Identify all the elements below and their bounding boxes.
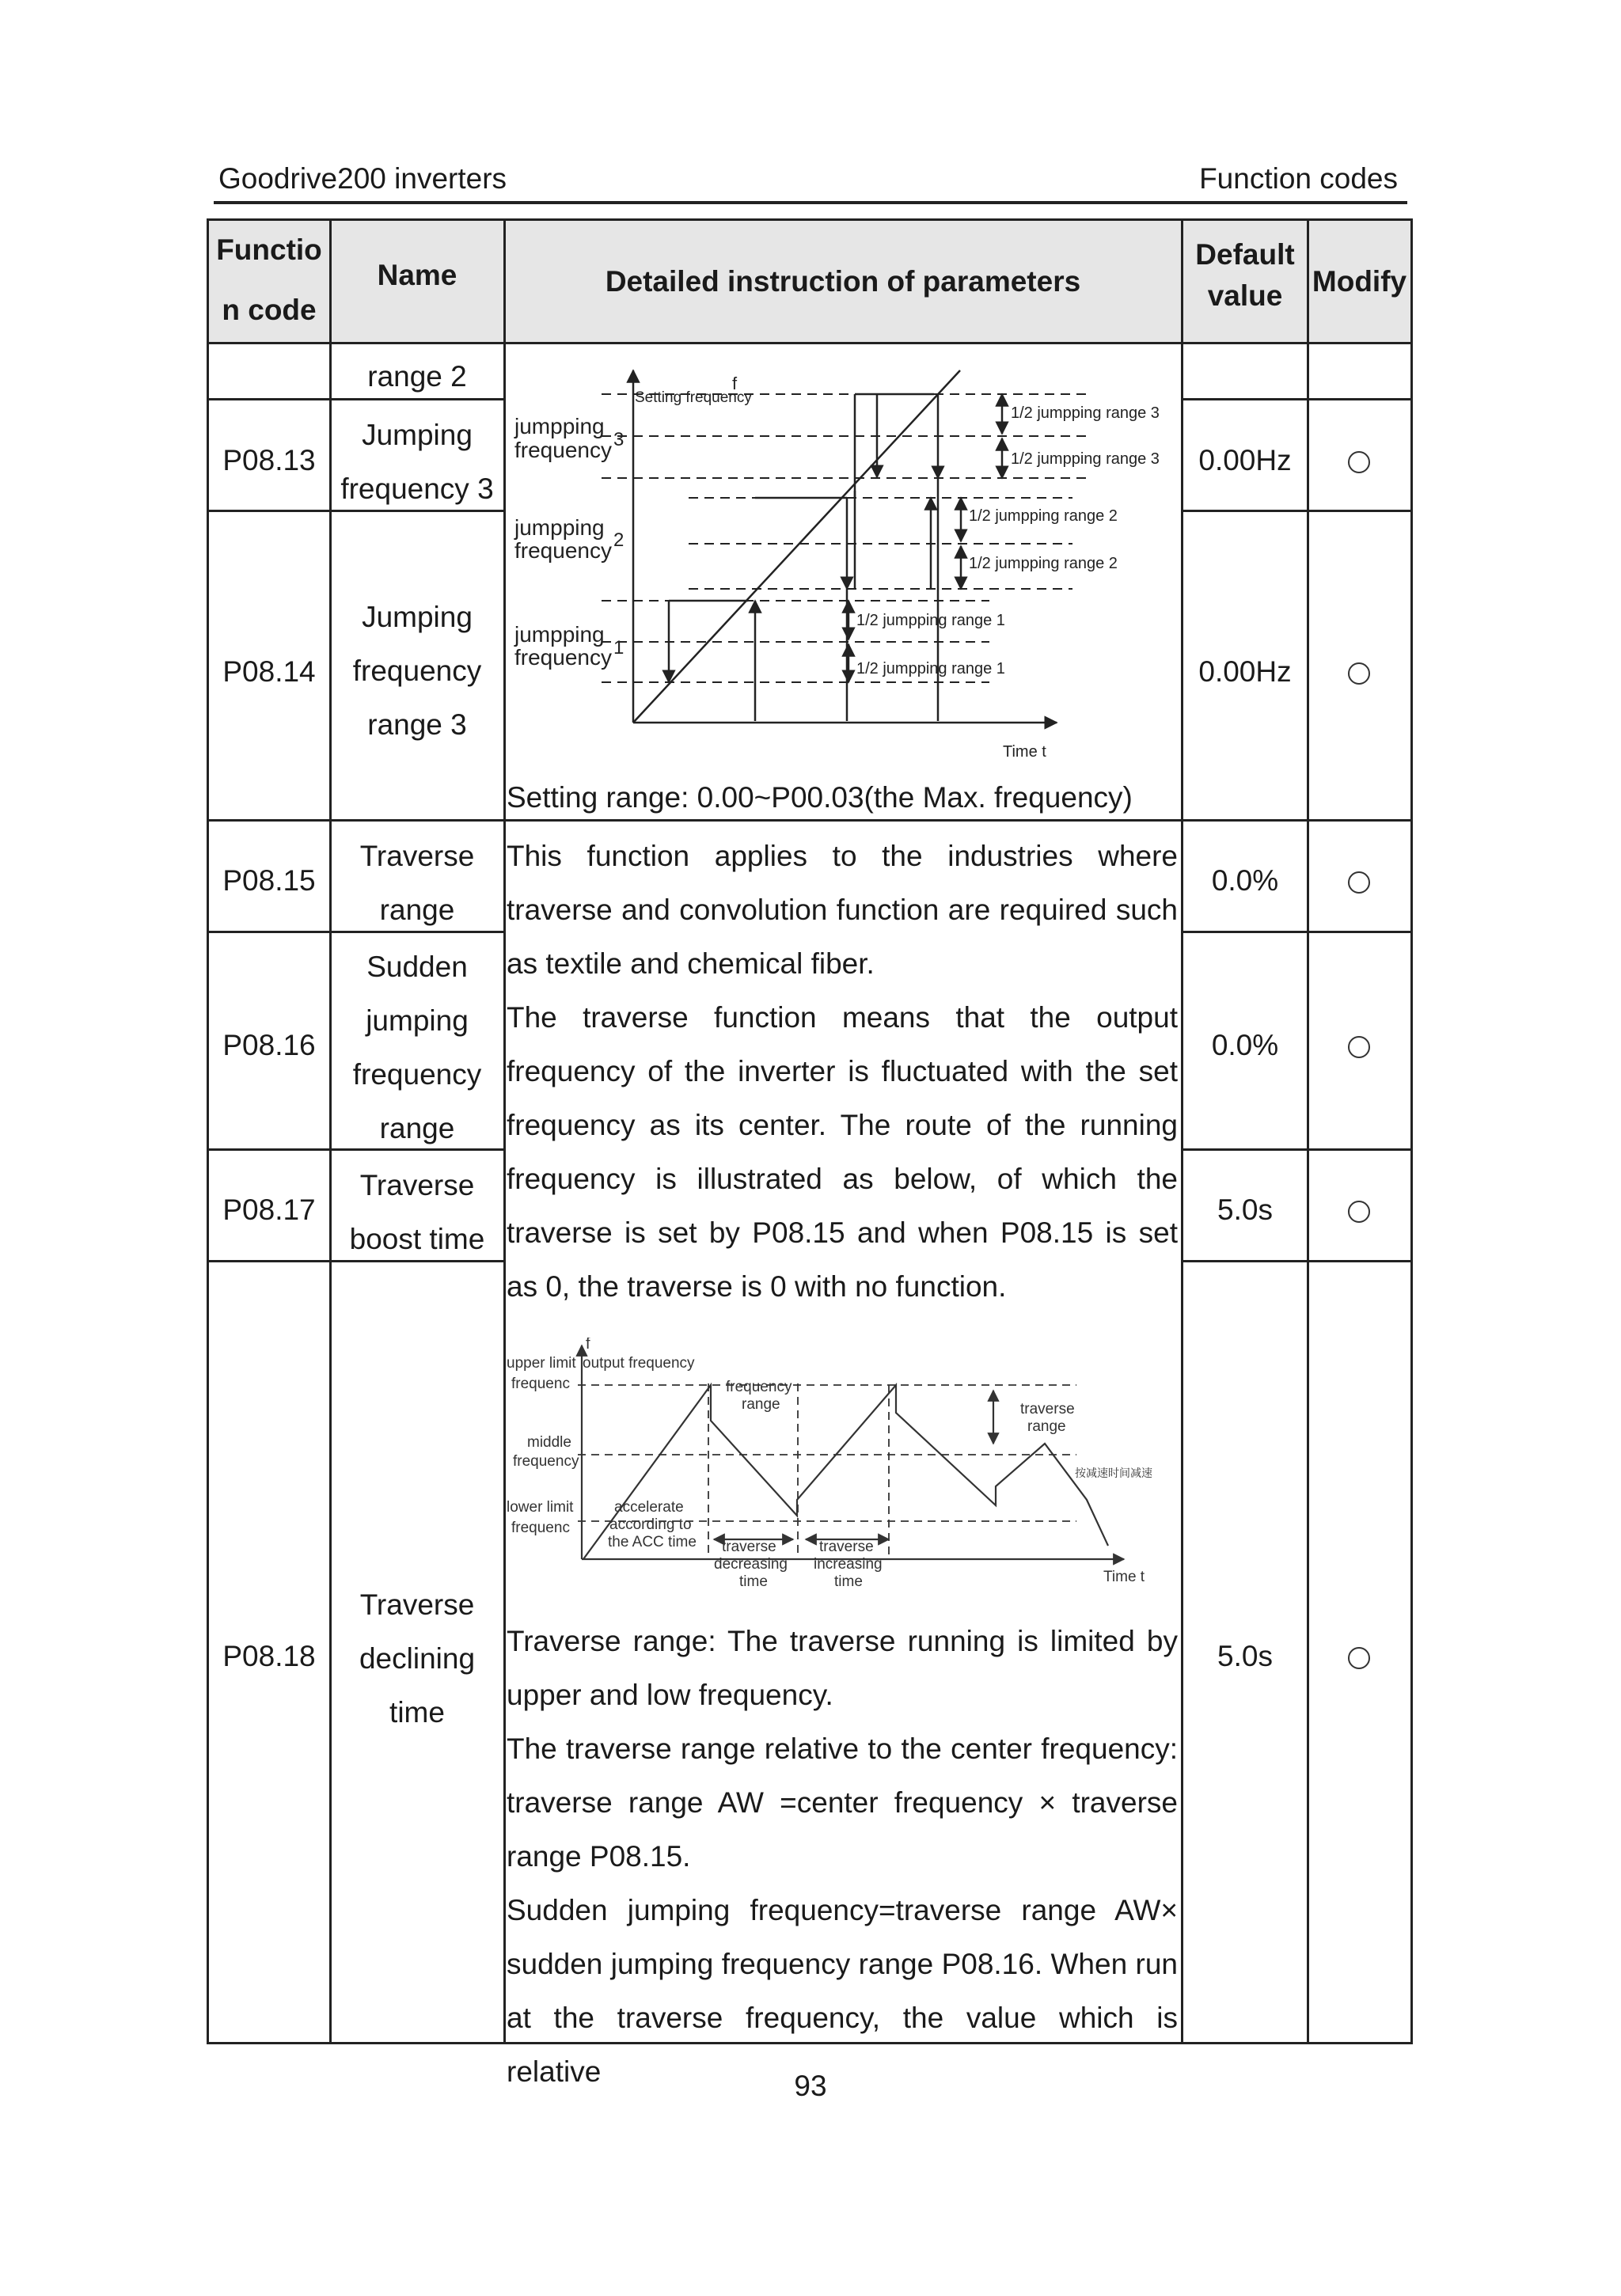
range-label: 1/2 jumpping range 3 bbox=[1011, 450, 1160, 468]
function-code: P08.16 bbox=[222, 1029, 316, 1061]
function-code: P08.14 bbox=[222, 655, 316, 688]
table-divider bbox=[1181, 218, 1183, 2044]
y-axis-title: Setting frequency bbox=[635, 389, 752, 406]
level-label: frequency bbox=[514, 538, 612, 563]
decreasing-time-label: traverse bbox=[722, 1539, 776, 1555]
upper-limit-label: frequenc bbox=[511, 1376, 570, 1392]
table-border-left bbox=[207, 218, 209, 2044]
table-divider bbox=[1307, 218, 1309, 2044]
deceleration-note: 按减速时间减速 bbox=[1075, 1467, 1152, 1479]
x-axis-title: Time t bbox=[1003, 743, 1046, 761]
level-label: frequency bbox=[514, 438, 612, 462]
level-label: jumpping bbox=[514, 622, 605, 647]
level-label: jumpping bbox=[514, 414, 605, 438]
range-label: 1/2 jumpping range 1 bbox=[856, 660, 1005, 677]
level-label: frequency bbox=[514, 645, 612, 670]
decreasing-time-label: decreasing bbox=[714, 1556, 788, 1573]
row-rule bbox=[1181, 931, 1413, 933]
modify-circle-icon bbox=[1348, 451, 1370, 473]
middle-label: frequency bbox=[513, 1453, 579, 1470]
level-index: 2 bbox=[613, 529, 624, 551]
table-border-right bbox=[1410, 218, 1413, 2044]
function-code: P08.13 bbox=[222, 444, 316, 476]
name-cell: Jumping frequency range 3 bbox=[352, 601, 482, 741]
y-axis-letter: f bbox=[586, 1338, 590, 1353]
column-header-modify: Modify bbox=[1312, 265, 1407, 298]
name-cell: Traverse boost time bbox=[349, 1169, 485, 1255]
column-header-name: Name bbox=[377, 259, 457, 291]
traverse-range-explanation: Traverse range: The traverse running is limited by upper and low frequency. The traverse range relative to the center frequency: traverse range AW =center frequency × traverse range P08.15. Sudden jumping frequency=traverse range AW× sudden jumping frequency range P08.16. When run at the traverse frequency, the value which is relative bbox=[507, 1625, 1178, 2088]
function-code: P08.17 bbox=[222, 1194, 316, 1226]
function-code: P08.18 bbox=[222, 1640, 316, 1672]
default-value: 5.0s bbox=[1217, 1640, 1273, 1672]
lower-limit-label: frequenc bbox=[511, 1520, 570, 1536]
modify-circle-icon bbox=[1348, 1036, 1370, 1058]
traverse-range-label: range bbox=[1027, 1418, 1066, 1435]
row-rule bbox=[1181, 1260, 1413, 1262]
function-code: P08.15 bbox=[222, 864, 316, 897]
increasing-time-label: time bbox=[834, 1573, 863, 1590]
row-rule bbox=[1181, 398, 1413, 400]
row-rule bbox=[1181, 1148, 1413, 1151]
modify-circle-icon bbox=[1348, 662, 1370, 685]
setting-range-text: Setting range: 0.00~P00.03(the Max. frequency) bbox=[507, 781, 1133, 814]
default-value: 0.00Hz bbox=[1198, 655, 1292, 688]
page-number: 93 bbox=[794, 2070, 827, 2102]
frequency-range-label: frequency bbox=[726, 1379, 792, 1395]
modify-circle-icon bbox=[1348, 1201, 1370, 1223]
column-header-code: Functio n code bbox=[216, 233, 322, 326]
modify-circle-icon bbox=[1348, 871, 1370, 894]
level-index: 1 bbox=[613, 637, 624, 658]
header-section: Function codes bbox=[1199, 162, 1398, 195]
modify-circle-icon bbox=[1348, 1647, 1370, 1669]
name-cell: Jumping frequency 3 bbox=[340, 419, 494, 505]
traverse-description: This function applies to the industries where traverse and convolution function are required such as textile and chemical fiber. The traverse function means that the output frequency of the inverter is fluctuated with the set frequency as its center. The route of the running frequency is illustrated as below, of which the traverse is set by P08.15 and when P08.15 is set as 0, the traverse is 0 with no function. bbox=[507, 840, 1178, 1303]
range-label: 1/2 jumpping range 1 bbox=[856, 612, 1005, 629]
default-value: 0.0% bbox=[1211, 864, 1279, 897]
default-value: 0.00Hz bbox=[1198, 444, 1292, 476]
level-label: jumpping bbox=[514, 515, 605, 540]
table-border-top bbox=[207, 218, 1413, 221]
level-index: 3 bbox=[613, 429, 624, 450]
name-cell: Traverse declining time bbox=[359, 1588, 476, 1729]
name-cell: range 2 bbox=[367, 360, 467, 393]
middle-label: middle bbox=[527, 1434, 571, 1451]
traverse-range-label: traverse bbox=[1020, 1401, 1075, 1417]
upper-limit-label: upper limit bbox=[507, 1355, 576, 1372]
y-axis-title: output frequency bbox=[583, 1355, 695, 1372]
decreasing-time-label: time bbox=[739, 1573, 768, 1590]
default-value: 0.0% bbox=[1211, 1029, 1279, 1061]
frequency-range-label: range bbox=[742, 1396, 780, 1413]
default-value: 5.0s bbox=[1217, 1194, 1273, 1226]
increasing-time-label: traverse bbox=[819, 1539, 874, 1555]
accelerate-label: accelerate bbox=[614, 1499, 684, 1516]
row-rule bbox=[1181, 510, 1413, 512]
increasing-time-label: increasing bbox=[814, 1556, 883, 1573]
accelerate-label: according to bbox=[609, 1516, 692, 1533]
jumping-frequency-diagram bbox=[507, 347, 1179, 768]
table-header-rule bbox=[207, 342, 1413, 344]
table-divider bbox=[503, 218, 506, 2044]
x-axis-title: Time t bbox=[1103, 1569, 1145, 1585]
range-label: 1/2 jumpping range 3 bbox=[1011, 404, 1160, 422]
range-label: 1/2 jumpping range 2 bbox=[969, 555, 1118, 572]
column-header-default: Default value bbox=[1195, 238, 1295, 312]
range-label: 1/2 jumpping range 2 bbox=[969, 507, 1118, 525]
name-cell: Sudden jumping frequency range bbox=[352, 951, 482, 1144]
traverse-diagram bbox=[507, 1338, 1179, 1599]
lower-limit-label: lower limit bbox=[507, 1499, 574, 1516]
name-cell: Traverse range bbox=[359, 840, 475, 926]
y-axis-letter: f bbox=[732, 374, 738, 393]
accelerate-label: the ACC time bbox=[608, 1534, 697, 1550]
header-title: Goodrive200 inverters bbox=[218, 162, 507, 195]
column-header-detail: Detailed instruction of parameters bbox=[605, 265, 1081, 298]
